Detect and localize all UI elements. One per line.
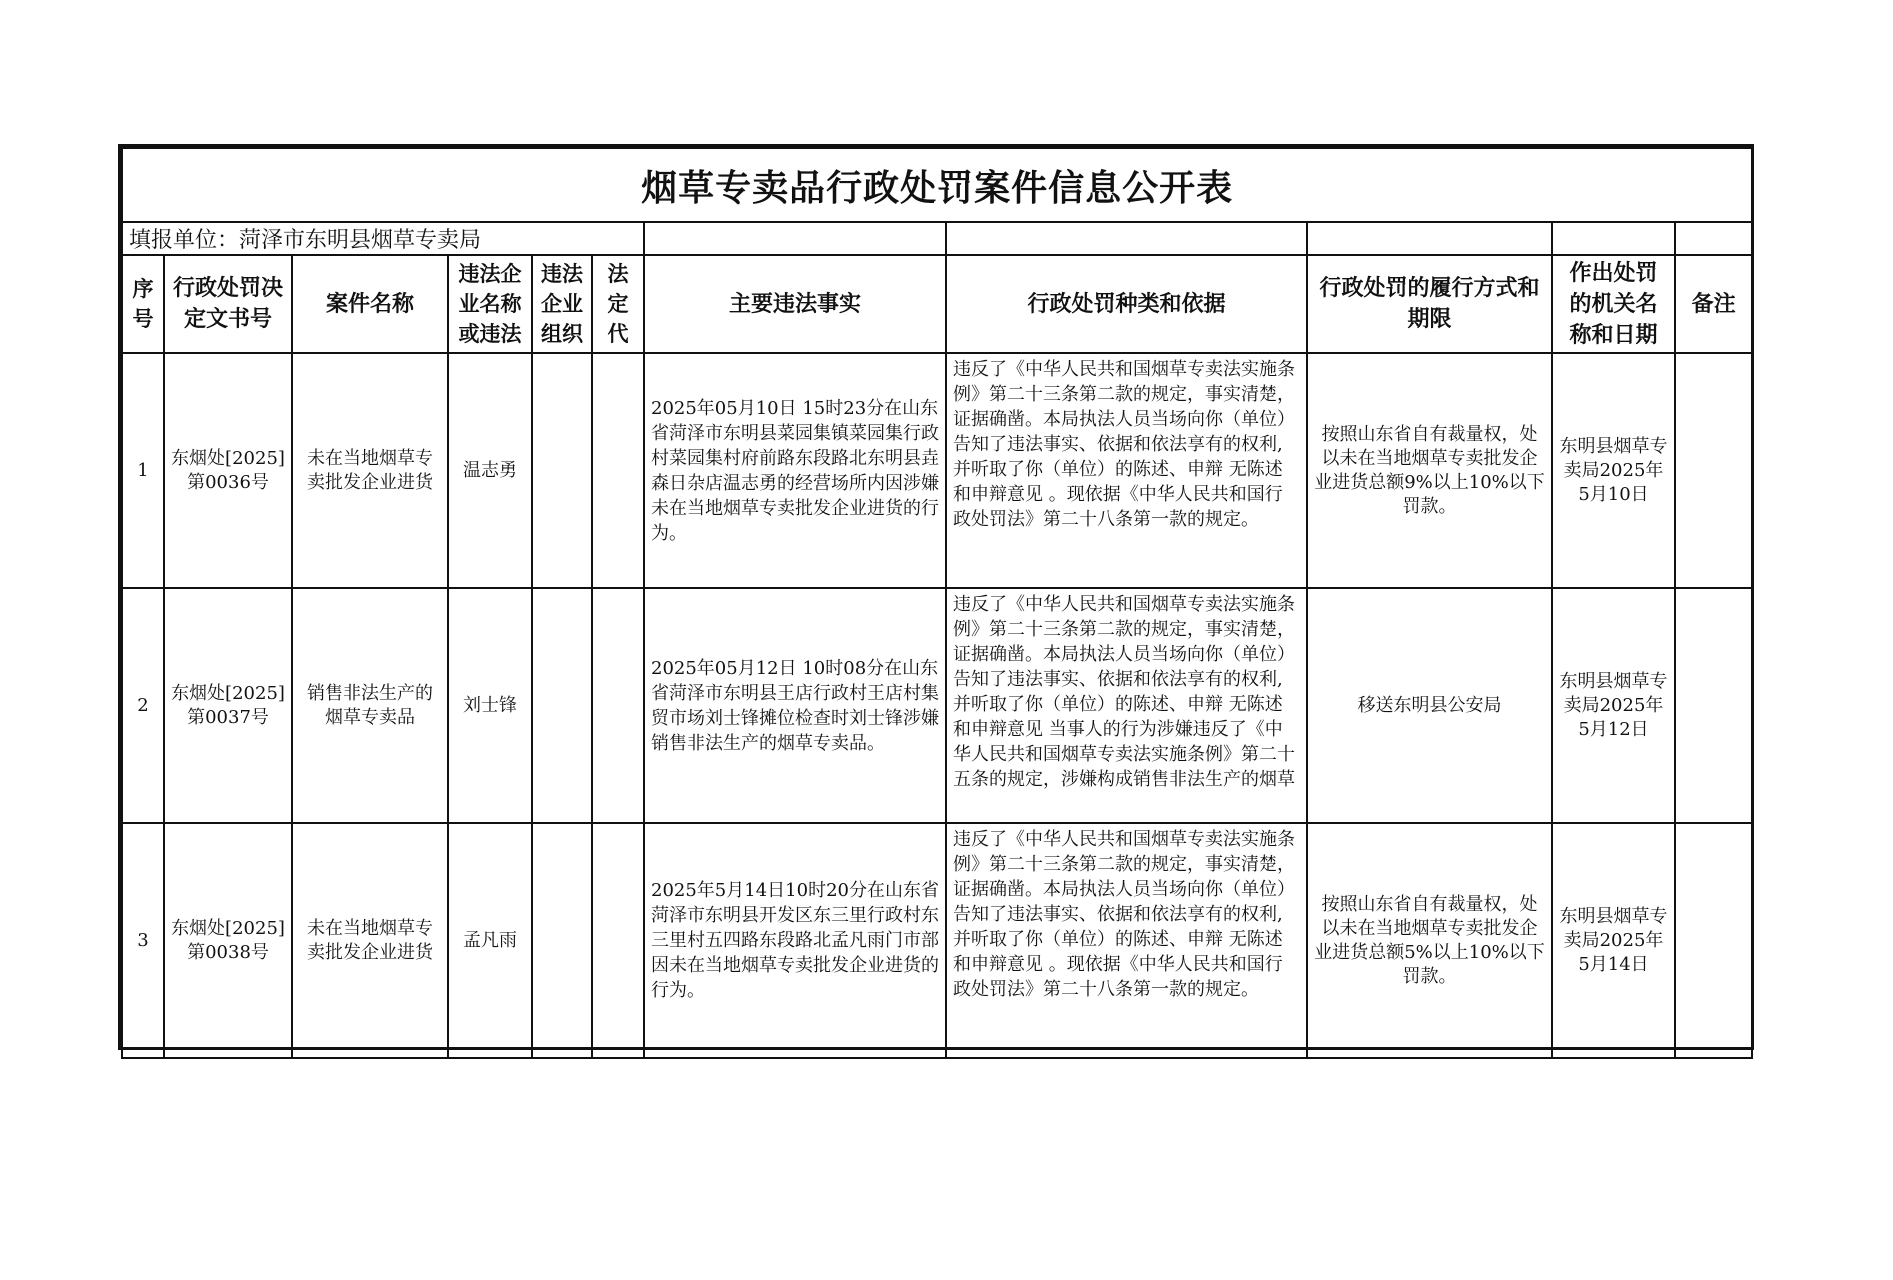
header-facts: 主要违法事实 — [644, 255, 946, 353]
row-violator: 孟凡雨 — [448, 823, 532, 1058]
row-authority: 东明县烟草专卖局2025年5月14日 — [1552, 823, 1675, 1058]
row-penalty-text: 违反了《中华人民共和国烟草专卖法实施条例》第二十三条第二款的规定，事实清楚，证据确凿。本局执法人员当场向你（单位）告知了违法事实、依据和依法享有的权利,并听取了你（单位）的陈述、申辩 无陈述和申辩意见 。现依据《中华人民共和国行政处罚法》第二十八条第一款的规定。 — [953, 359, 1295, 530]
header-remarks: 备注 — [1675, 255, 1752, 353]
row-case-name: 未在当地烟草专卖批发企业进货 — [292, 823, 448, 1058]
row-legal-rep — [592, 588, 644, 823]
row-doc-no: 东烟处[2025]第0037号 — [164, 588, 292, 823]
row-org — [532, 588, 592, 823]
row-authority: 东明县烟草专卖局2025年5月12日 — [1552, 588, 1675, 823]
header-violator: 违法企业名称或违法 — [448, 255, 532, 353]
row-authority: 东明县烟草专卖局2025年5月10日 — [1552, 353, 1675, 588]
row-penalty-basis — [946, 353, 1307, 588]
row-violator: 刘士锋 — [448, 588, 532, 823]
header-row — [122, 255, 1752, 353]
row-doc-no: 东烟处[2025]第0036号 — [164, 353, 292, 588]
table-row — [122, 353, 1752, 588]
blank-cell — [946, 222, 1307, 255]
blank-cell — [644, 222, 946, 255]
row-penalty-text: 违反了《中华人民共和国烟草专卖法实施条例》第二十三条第二款的规定，事实清楚，证据确凿。本局执法人员当场向你（单位）告知了违法事实、依据和依法享有的权利,并听取了你（单位）的陈述、申辩 无陈述和申辩意见 当事人的行为涉嫌违反了《中华人民共和国烟草专卖法实施条例》第二十五条的规定，涉嫌构成销售非法生产的烟草 — [953, 594, 1295, 790]
table-row — [122, 823, 1752, 1058]
header-no: 序号 — [122, 255, 164, 353]
row-execution: 移送东明县公安局 — [1307, 588, 1552, 823]
row-facts: 2025年05月10日 15时23分在山东省菏泽市东明县菜园集镇菜园集行政村菜园集村府前路东段路北东明县垚森日杂店温志勇的经营场所内因涉嫌未在当地烟草专卖批发企业进货的行为。 — [644, 353, 946, 588]
row-legal-rep — [592, 353, 644, 588]
row-no: 2 — [122, 588, 164, 823]
header-case-name: 案件名称 — [292, 255, 448, 353]
row-org — [532, 823, 592, 1058]
row-penalty-basis — [946, 588, 1307, 823]
row-remarks — [1675, 823, 1752, 1058]
disclosure-table-frame — [118, 144, 1754, 1050]
row-org — [532, 353, 592, 588]
header-authority: 作出处罚的机关名称和日期 — [1552, 255, 1675, 353]
row-facts: 2025年05月12日 10时08分在山东省菏泽市东明县王店行政村王店村集贸市场刘士锋摊位检查时刘士锋涉嫌销售非法生产的烟草专卖品。 — [644, 588, 946, 823]
row-legal-rep — [592, 823, 644, 1058]
blank-cell — [1552, 222, 1675, 255]
header-doc-no: 行政处罚决定文书号 — [164, 255, 292, 353]
row-execution: 按照山东省自有裁量权，处以未在当地烟草专卖批发企业进货总额9%以上10%以下罚款。 — [1307, 353, 1552, 588]
row-penalty-text: 违反了《中华人民共和国烟草专卖法实施条例》第二十三条第二款的规定，事实清楚，证据确凿。本局执法人员当场向你（单位）告知了违法事实、依据和依法享有的权利,并听取了你（单位）的陈述、申辩 无陈述和申辩意见 。现依据《中华人民共和国行政处罚法》第二十八条第一款的规定。 — [953, 829, 1295, 1000]
blank-cell — [1307, 222, 1552, 255]
header-legal-rep: 法定代 — [592, 255, 644, 353]
row-remarks — [1675, 588, 1752, 823]
reporting-unit: 填报单位：菏泽市东明县烟草专卖局 — [122, 222, 644, 255]
row-doc-no: 东烟处[2025]第0038号 — [164, 823, 292, 1058]
blank-cell — [1675, 222, 1752, 255]
penalty-disclosure-table — [121, 147, 1753, 1059]
row-no: 1 — [122, 353, 164, 588]
header-org: 违法企业组织 — [532, 255, 592, 353]
reporting-unit-row — [122, 222, 1752, 255]
row-violator: 温志勇 — [448, 353, 532, 588]
row-remarks — [1675, 353, 1752, 588]
row-facts: 2025年5月14日10时20分在山东省菏泽市东明县开发区东三里行政村东三里村五四路东段路北孟凡雨门市部因未在当地烟草专卖批发企业进货的行为。 — [644, 823, 946, 1058]
header-execution: 行政处罚的履行方式和期限 — [1307, 255, 1552, 353]
row-penalty-basis — [946, 823, 1307, 1058]
row-no: 3 — [122, 823, 164, 1058]
row-case-name: 销售非法生产的烟草专卖品 — [292, 588, 448, 823]
row-case-name: 未在当地烟草专卖批发企业进货 — [292, 353, 448, 588]
table-row — [122, 588, 1752, 823]
header-penalty: 行政处罚种类和依据 — [946, 255, 1307, 353]
table-title: 烟草专卖品行政处罚案件信息公开表 — [122, 148, 1752, 222]
row-execution: 按照山东省自有裁量权，处以未在当地烟草专卖批发企业进货总额5%以上10%以下罚款。 — [1307, 823, 1552, 1058]
